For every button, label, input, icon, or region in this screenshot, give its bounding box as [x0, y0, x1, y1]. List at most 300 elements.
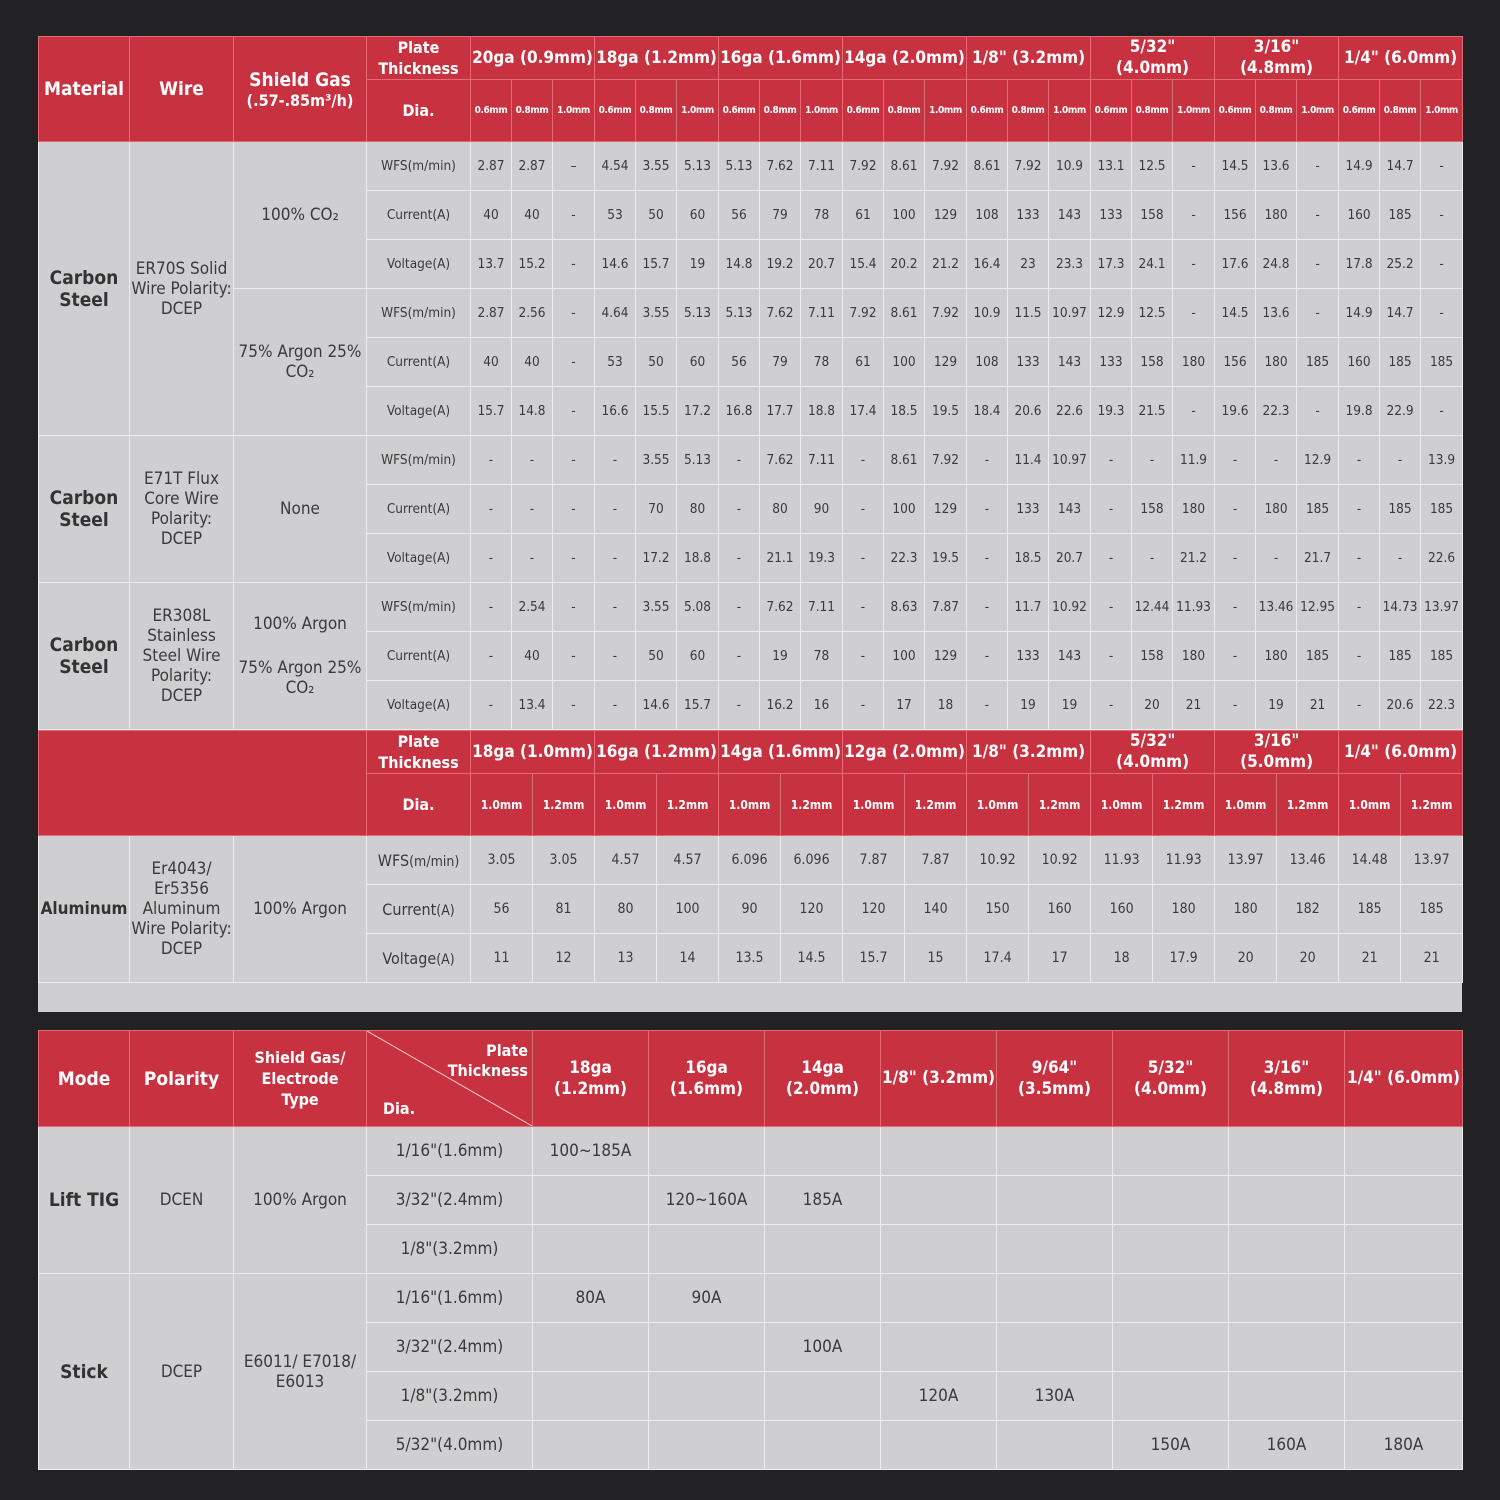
header-mode: Mode — [39, 1031, 130, 1127]
value-cell: 25.2 — [1380, 240, 1421, 289]
value-cell: 160 — [1339, 338, 1380, 387]
value-cell: 16 — [801, 681, 843, 730]
value-cell: 13.46 — [1256, 583, 1297, 632]
value-cell: 129 — [925, 191, 967, 240]
value-cell: - — [1297, 289, 1339, 338]
value-cell: 4.57 — [657, 836, 719, 885]
value-cell: 185 — [1380, 632, 1421, 681]
diameter-header: 0.6mm — [1339, 80, 1380, 142]
amperage-cell: 150A — [1113, 1421, 1229, 1470]
value-cell: 19.8 — [1339, 387, 1380, 436]
value-cell: 12.9 — [1297, 436, 1339, 485]
value-cell: 53 — [595, 338, 636, 387]
value-cell: 158 — [1132, 191, 1173, 240]
value-cell: 143 — [1049, 191, 1091, 240]
amperage-cell — [881, 1421, 997, 1470]
value-cell: 15.5 — [636, 387, 677, 436]
value-cell: - — [1339, 681, 1380, 730]
amperage-cell — [1229, 1372, 1345, 1421]
shield-gas-cell — [234, 583, 367, 730]
amperage-cell — [881, 1323, 997, 1372]
value-cell: 7.62 — [760, 583, 801, 632]
value-cell: 23.3 — [1049, 240, 1091, 289]
value-cell: - — [512, 534, 553, 583]
value-cell: - — [1173, 191, 1215, 240]
value-cell: 11 — [471, 934, 533, 983]
value-cell: 133 — [1008, 632, 1049, 681]
value-cell: - — [1215, 681, 1256, 730]
amperage-cell: 120~160A — [649, 1176, 765, 1225]
value-cell: 20 — [1277, 934, 1339, 983]
value-cell: 21.2 — [925, 240, 967, 289]
value-cell: - — [1339, 485, 1380, 534]
diameter-header: 0.8mm — [760, 80, 801, 142]
param-label: Voltage(A) — [367, 534, 471, 583]
value-cell: 10.92 — [967, 836, 1029, 885]
value-cell: 5.13 — [677, 142, 719, 191]
value-cell: - — [843, 436, 884, 485]
value-cell: 53 — [595, 191, 636, 240]
value-cell: 185 — [1297, 338, 1339, 387]
value-cell: - — [553, 632, 595, 681]
dia-label: Dia. — [383, 1099, 416, 1118]
amperage-cell — [649, 1372, 765, 1421]
diameter-header: 1.0mm — [553, 80, 595, 142]
value-cell: 21.7 — [1297, 534, 1339, 583]
value-cell: 14.9 — [1339, 142, 1380, 191]
data-row — [39, 1274, 1463, 1323]
value-cell: 19.3 — [1091, 387, 1132, 436]
value-cell: 180 — [1173, 632, 1215, 681]
value-cell: 40 — [512, 191, 553, 240]
value-cell: 10.9 — [967, 289, 1008, 338]
value-cell: 11.7 — [1008, 583, 1049, 632]
header-shield-gas: Shield Gas/ Electrode Type — [234, 1031, 367, 1127]
value-cell: - — [1091, 436, 1132, 485]
diameter-header: 1.0mm — [843, 774, 905, 836]
shield-gas-cell: 100% Argon — [234, 1127, 367, 1274]
value-cell: 14.73 — [1380, 583, 1421, 632]
value-cell: - — [719, 681, 760, 730]
value-cell: 5.13 — [719, 289, 760, 338]
value-cell: 7.11 — [801, 436, 843, 485]
value-cell: 180 — [1256, 632, 1297, 681]
value-cell: 22.3 — [884, 534, 925, 583]
value-cell: 22.6 — [1421, 534, 1463, 583]
value-cell: - — [967, 436, 1008, 485]
amperage-cell — [881, 1225, 997, 1274]
value-cell: 20 — [1132, 681, 1173, 730]
header-plate-dia — [367, 1031, 533, 1127]
value-cell: 5.13 — [719, 142, 760, 191]
value-cell: 10.97 — [1049, 436, 1091, 485]
param-unit: (A) — [436, 951, 455, 968]
value-cell: 22.3 — [1256, 387, 1297, 436]
value-cell: 18 — [925, 681, 967, 730]
value-cell: 60 — [677, 338, 719, 387]
value-cell: 13.6 — [1256, 289, 1297, 338]
thickness-header: 1/8" (3.2mm) — [967, 37, 1091, 80]
tig-stick-panel — [38, 1030, 1462, 1464]
diameter-header: 1.0mm — [1339, 774, 1401, 836]
value-cell: - — [595, 632, 636, 681]
param-label — [367, 836, 471, 885]
diameter-header: 1.0mm — [1421, 80, 1463, 142]
amperage-cell — [997, 1274, 1113, 1323]
value-cell: 40 — [471, 338, 512, 387]
value-cell: 16.8 — [719, 387, 760, 436]
value-cell: - — [967, 534, 1008, 583]
value-cell: 2.54 — [512, 583, 553, 632]
thickness-header: 14ga (1.6mm) — [719, 731, 843, 774]
wire-cell: ER70S Solid Wire Polarity: DCEP — [130, 142, 234, 436]
amperage-cell — [533, 1372, 649, 1421]
value-cell: 23 — [1008, 240, 1049, 289]
param-name: Current — [382, 899, 437, 919]
amperage-cell: 130A — [997, 1372, 1113, 1421]
header-shield-gas — [234, 37, 367, 142]
diameter-header: 0.6mm — [719, 80, 760, 142]
value-cell: 158 — [1132, 338, 1173, 387]
value-cell: 156 — [1215, 191, 1256, 240]
value-cell: 7.62 — [760, 289, 801, 338]
amperage-cell — [1113, 1127, 1229, 1176]
value-cell: – — [553, 142, 595, 191]
amperage-cell — [1229, 1176, 1345, 1225]
value-cell: 182 — [1277, 885, 1339, 934]
value-cell: - — [553, 485, 595, 534]
value-cell: 15.7 — [843, 934, 905, 983]
value-cell: 21 — [1297, 681, 1339, 730]
thickness-header: 12ga (2.0mm) — [843, 731, 967, 774]
value-cell: 24.1 — [1132, 240, 1173, 289]
value-cell: 185 — [1297, 632, 1339, 681]
diameter-header: 1.0mm — [719, 774, 781, 836]
value-cell: - — [843, 485, 884, 534]
electrode-dia-cell: 5/32"(4.0mm) — [367, 1421, 533, 1470]
value-cell: 60 — [677, 191, 719, 240]
diameter-header: 1.2mm — [1277, 774, 1339, 836]
value-cell: 56 — [719, 338, 760, 387]
thickness-header: 1/8" (3.2mm) — [967, 731, 1091, 774]
value-cell: - — [595, 583, 636, 632]
value-cell: 12.44 — [1132, 583, 1173, 632]
value-cell: 80 — [760, 485, 801, 534]
value-cell: 2.56 — [512, 289, 553, 338]
amperage-cell — [997, 1176, 1113, 1225]
amperage-cell — [1113, 1225, 1229, 1274]
value-cell: 100 — [657, 885, 719, 934]
value-cell: - — [843, 583, 884, 632]
value-cell: - — [1297, 387, 1339, 436]
value-cell: 20.2 — [884, 240, 925, 289]
electrode-dia-cell: 1/8"(3.2mm) — [367, 1225, 533, 1274]
value-cell: 7.92 — [925, 142, 967, 191]
diameter-header: 0.8mm — [884, 80, 925, 142]
value-cell: 17.2 — [636, 534, 677, 583]
value-cell: 180 — [1256, 191, 1297, 240]
diameter-header: 1.2mm — [533, 774, 595, 836]
value-cell: 15.2 — [512, 240, 553, 289]
value-cell: 10.92 — [1049, 583, 1091, 632]
value-cell: - — [1091, 681, 1132, 730]
param-label — [367, 885, 471, 934]
value-cell: 16.2 — [760, 681, 801, 730]
value-cell: 11.93 — [1153, 836, 1215, 885]
value-cell: 8.61 — [884, 142, 925, 191]
value-cell: 19 — [1049, 681, 1091, 730]
value-cell: 133 — [1091, 338, 1132, 387]
param-label: WFS(m/min) — [367, 436, 471, 485]
diameter-header: 0.6mm — [843, 80, 884, 142]
value-cell: 18.5 — [884, 387, 925, 436]
value-cell: - — [553, 583, 595, 632]
value-cell: - — [1256, 436, 1297, 485]
value-cell: - — [1421, 289, 1463, 338]
thickness-header: 14ga (2.0mm) — [843, 37, 967, 80]
data-row — [39, 836, 1463, 885]
value-cell: 5.13 — [677, 436, 719, 485]
value-cell: 100 — [884, 338, 925, 387]
value-cell: 13.97 — [1401, 836, 1463, 885]
value-cell: 20.7 — [801, 240, 843, 289]
amperage-cell — [649, 1421, 765, 1470]
amperage-cell — [533, 1225, 649, 1274]
thickness-header: 5/32" (4.0mm) — [1091, 37, 1215, 80]
value-cell: 14.7 — [1380, 289, 1421, 338]
thickness-header: 1/4" (6.0mm) — [1345, 1031, 1463, 1127]
value-cell: 21 — [1339, 934, 1401, 983]
value-cell: - — [1421, 240, 1463, 289]
amperage-cell — [533, 1176, 649, 1225]
value-cell: - — [1173, 289, 1215, 338]
value-cell: 185 — [1297, 485, 1339, 534]
value-cell: - — [967, 681, 1008, 730]
value-cell: 158 — [1132, 485, 1173, 534]
value-cell: 13.97 — [1421, 583, 1463, 632]
value-cell: - — [719, 485, 760, 534]
diameter-header: 1.2mm — [1153, 774, 1215, 836]
value-cell: 12.95 — [1297, 583, 1339, 632]
value-cell: 7.11 — [801, 142, 843, 191]
value-cell: 133 — [1091, 191, 1132, 240]
amperage-cell: 160A — [1229, 1421, 1345, 1470]
value-cell: 17.4 — [843, 387, 884, 436]
value-cell: - — [1297, 240, 1339, 289]
thickness-header: 18ga (1.2mm) — [595, 37, 719, 80]
amperage-cell: 100~185A — [533, 1127, 649, 1176]
shield-gas-cell: 100% CO₂ — [234, 142, 367, 289]
value-cell: 14.8 — [512, 387, 553, 436]
value-cell: - — [1132, 436, 1173, 485]
value-cell: - — [967, 632, 1008, 681]
param-label: Voltage(A) — [367, 240, 471, 289]
value-cell: 14.9 — [1339, 289, 1380, 338]
value-cell: 19.6 — [1215, 387, 1256, 436]
value-cell: 13.5 — [719, 934, 781, 983]
value-cell: 11.93 — [1173, 583, 1215, 632]
amperage-cell — [1229, 1274, 1345, 1323]
thickness-header: 5/32" (4.0mm) — [1113, 1031, 1229, 1127]
amperage-cell — [1229, 1225, 1345, 1274]
value-cell: - — [553, 338, 595, 387]
param-label: Current(A) — [367, 191, 471, 240]
value-cell: - — [843, 681, 884, 730]
value-cell: 4.54 — [595, 142, 636, 191]
value-cell: 17.6 — [1215, 240, 1256, 289]
value-cell: 18.8 — [801, 387, 843, 436]
value-cell: 18.5 — [1008, 534, 1049, 583]
amperage-cell — [881, 1176, 997, 1225]
amperage-cell — [649, 1225, 765, 1274]
value-cell: 10.92 — [1029, 836, 1091, 885]
amperage-cell — [533, 1421, 649, 1470]
value-cell: 3.55 — [636, 142, 677, 191]
value-cell: 140 — [905, 885, 967, 934]
value-cell: 8.63 — [884, 583, 925, 632]
value-cell: 17.9 — [1153, 934, 1215, 983]
shield-gas-cell: None — [234, 436, 367, 583]
value-cell: 11.4 — [1008, 436, 1049, 485]
value-cell: - — [595, 681, 636, 730]
shield-gas-unit: (.57-.85m³/h) — [246, 90, 354, 110]
value-cell: 14.7 — [1380, 142, 1421, 191]
value-cell: - — [471, 583, 512, 632]
value-cell: - — [1339, 583, 1380, 632]
value-cell: 19 — [1256, 681, 1297, 730]
value-cell: 2.87 — [471, 142, 512, 191]
value-cell: 22.6 — [1049, 387, 1091, 436]
diameter-header: 0.6mm — [1091, 80, 1132, 142]
value-cell: 4.64 — [595, 289, 636, 338]
value-cell: - — [1215, 436, 1256, 485]
value-cell: 150 — [967, 885, 1029, 934]
value-cell: 90 — [801, 485, 843, 534]
value-cell: 7.87 — [843, 836, 905, 885]
thickness-header: 9/64" (3.5mm) — [997, 1031, 1113, 1127]
amperage-cell — [997, 1323, 1113, 1372]
electrode-dia-cell: 1/8"(3.2mm) — [367, 1372, 533, 1421]
value-cell: - — [1421, 191, 1463, 240]
value-cell: - — [967, 583, 1008, 632]
value-cell: 160 — [1091, 885, 1153, 934]
diameter-header: 1.2mm — [781, 774, 843, 836]
value-cell: 19 — [1008, 681, 1049, 730]
header-plate-thickness: Plate Thickness — [367, 37, 471, 80]
value-cell: 185 — [1380, 485, 1421, 534]
value-cell: 40 — [512, 338, 553, 387]
diameter-header: 1.2mm — [1029, 774, 1091, 836]
value-cell: 8.61 — [884, 436, 925, 485]
tig-stick-table — [38, 1030, 1463, 1470]
shield-gas-cell: 75% Argon 25% CO₂ — [234, 289, 367, 436]
diameter-header: 1.0mm — [471, 774, 533, 836]
value-cell: 22.9 — [1380, 387, 1421, 436]
value-cell: 158 — [1132, 632, 1173, 681]
diameter-header: 1.0mm — [1049, 80, 1091, 142]
value-cell: 129 — [925, 485, 967, 534]
value-cell: 185 — [1380, 338, 1421, 387]
amperage-cell — [1113, 1372, 1229, 1421]
value-cell: 70 — [636, 485, 677, 534]
value-cell: - — [1339, 632, 1380, 681]
value-cell: 15.7 — [677, 681, 719, 730]
data-row — [39, 289, 1463, 338]
mig-settings-panel — [38, 36, 1462, 1012]
thickness-header: 1/4" (6.0mm) — [1339, 37, 1463, 80]
header-polarity: Polarity — [130, 1031, 234, 1127]
value-cell: 20 — [1215, 934, 1277, 983]
amperage-cell — [1345, 1372, 1463, 1421]
param-label: WFS(m/min) — [367, 289, 471, 338]
value-cell: 14.5 — [781, 934, 843, 983]
shield-gas-option: 100% Argon — [253, 614, 347, 634]
value-cell: - — [1380, 436, 1421, 485]
diameter-header: 1.0mm — [801, 80, 843, 142]
value-cell: 129 — [925, 338, 967, 387]
value-cell: - — [719, 632, 760, 681]
value-cell: 120 — [781, 885, 843, 934]
value-cell: 17.7 — [760, 387, 801, 436]
value-cell: 8.61 — [967, 142, 1008, 191]
value-cell: 7.92 — [843, 142, 884, 191]
value-cell: 143 — [1049, 338, 1091, 387]
amperage-cell — [765, 1421, 881, 1470]
value-cell: 7.92 — [925, 289, 967, 338]
param-label — [367, 934, 471, 983]
value-cell: - — [1091, 485, 1132, 534]
value-cell: 13.4 — [512, 681, 553, 730]
data-row — [39, 1127, 1463, 1176]
value-cell: - — [843, 632, 884, 681]
value-cell: - — [1132, 534, 1173, 583]
amperage-cell: 180A — [1345, 1421, 1463, 1470]
value-cell: 4.57 — [595, 836, 657, 885]
param-label: Current(A) — [367, 632, 471, 681]
value-cell: - — [1421, 387, 1463, 436]
value-cell: 22.3 — [1421, 681, 1463, 730]
param-label: Voltage(A) — [367, 681, 471, 730]
value-cell: 18.8 — [677, 534, 719, 583]
thickness-header: 18ga (1.2mm) — [533, 1031, 649, 1127]
value-cell: 18.4 — [967, 387, 1008, 436]
amperage-cell: 80A — [533, 1274, 649, 1323]
thickness-header: 1/8" (3.2mm) — [881, 1031, 997, 1127]
value-cell: 13.46 — [1277, 836, 1339, 885]
value-cell: 14.5 — [1215, 142, 1256, 191]
value-cell: 17 — [884, 681, 925, 730]
diameter-header: 0.8mm — [1380, 80, 1421, 142]
value-cell: 78 — [801, 338, 843, 387]
header-dia: Dia. — [367, 80, 471, 142]
amperage-cell — [649, 1323, 765, 1372]
value-cell: 12.9 — [1091, 289, 1132, 338]
value-cell: 80 — [677, 485, 719, 534]
value-cell: - — [471, 632, 512, 681]
diameter-header: 0.6mm — [967, 80, 1008, 142]
value-cell: 12.5 — [1132, 142, 1173, 191]
value-cell: - — [471, 534, 512, 583]
thickness-header: 16ga (1.6mm) — [719, 37, 843, 80]
amperage-cell — [881, 1274, 997, 1323]
value-cell: - — [1215, 583, 1256, 632]
param-label: WFS(m/min) — [367, 583, 471, 632]
mig-aluminum-table — [38, 730, 1463, 983]
value-cell: 20.7 — [1049, 534, 1091, 583]
diameter-header: 0.8mm — [1132, 80, 1173, 142]
amperage-cell — [997, 1127, 1113, 1176]
value-cell: 15.7 — [471, 387, 512, 436]
